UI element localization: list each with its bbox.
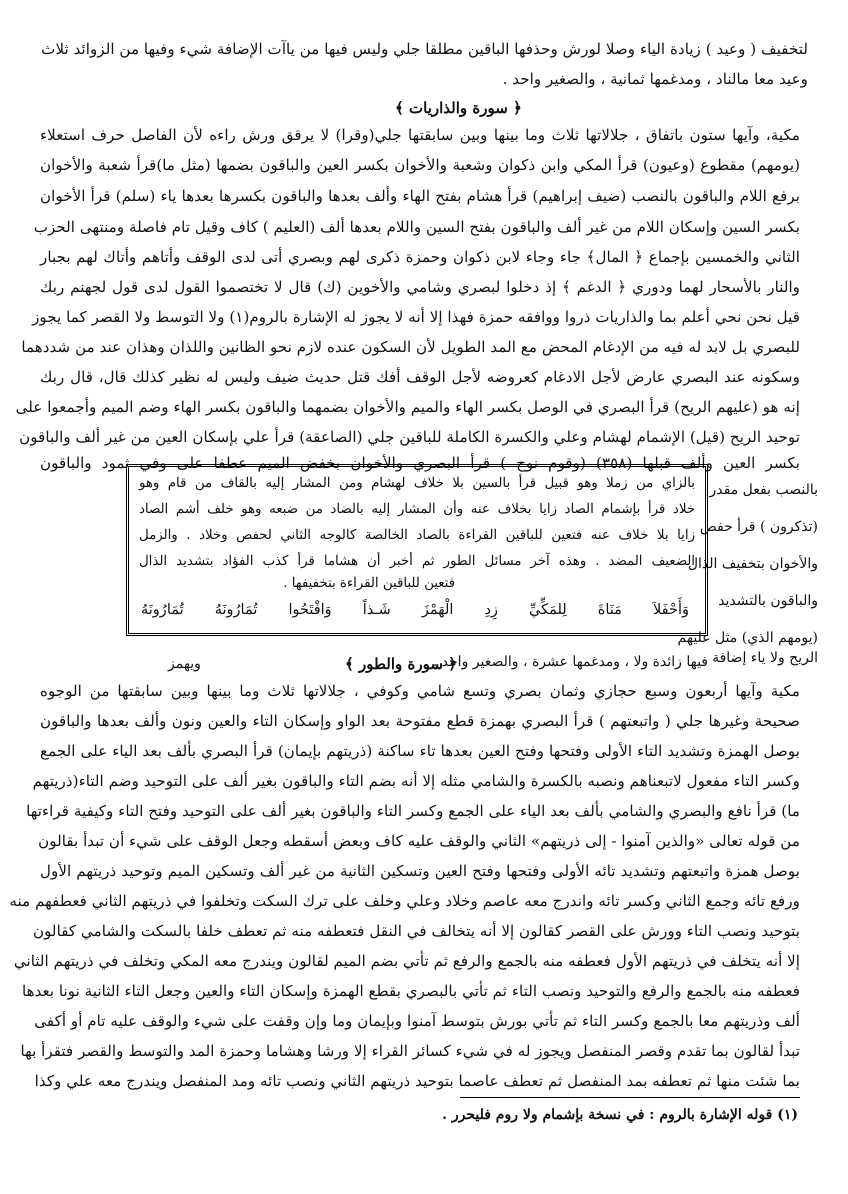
text-line: مكية، وآيها ستون باتفاق ، جلالاتها ثلاث وما بينها وبين سابقتها جلي(وقرا) لا يرقق ورش راءه لأن الفاصل حرف استعلاء	[40, 126, 800, 144]
margin-note: والأخوان بتخفيف الذال	[687, 556, 818, 572]
text-line: بكسر السين وإسكان اللام من غير ألف والباقون بفتح السين واللام بعدها ألف (العليم ) كاف وقيل تام فاصلة ومنتهى الحزب	[33, 218, 800, 236]
text-line: ألف وذريتهم معا بالجمع وكسر التاء ثم تأتي بورش بتوسط آمنوا وبإيمان وما وإن وقفت على شيء والوقف عليه تام أو أكفى	[34, 1012, 800, 1030]
text-line: صحيحة وغيرها جلي ( واتبعتهم ) قرأ البصري بهمزة قطع مفتوحة بعد الواو وإسكان التاء والعين ونون وألف بعدها والباقون	[40, 712, 800, 730]
text-line: ويهمز	[168, 656, 201, 672]
text-line: وعيد معا مالناد ، ومدغمها ثمانية ، والصغير واحد .	[502, 70, 808, 88]
text-line: للبصري بل لابد له فيه من الإدغام المحض مع المد الطويل لأن السكون عنده لازم نحو الظانين واللذان وهذان عند من شددهما	[21, 338, 800, 356]
text-line: مكية وآيها أربعون وسبع حجازي وثمان بصري وتسع شامي وكوفي ، جلالاتها ثلاث وما بينها وبين سابقتها من الوجوه	[40, 682, 800, 700]
box-line: فتعين للباقين القراءة بتخفيفها .	[283, 576, 455, 591]
footnote-rule	[460, 1097, 800, 1098]
text-line: من قوله تعالى «والذين آمنوا - إلى ذريتهم» الثاني والوقف عليه كاف وبعض أسقطه وجعل الوقف على شيء أن تبدأ بقالون	[38, 832, 800, 850]
box-line: زايا بلا خلاف عنه فتعين للباقين القراءة بالصاد الخالصة كالوجه الثاني لحفص وخلاد . والزمل	[139, 528, 695, 543]
text-line: إنه هو (عليهم الريح) قرأ البصري في الوصل بكسر الهاء والميم والأخوان بضمهما والباقون بكسر الهاء وضم الميم وأجمعوا على	[15, 398, 800, 416]
margin-note: بالنصب بفعل مقدر	[709, 482, 818, 498]
text-line: (يومهم) مقطوع (وعيون) قرأ المكي وابن ذكوان وشعبة والأخوان بكسر العين والباقون بضمها (مثل ما)قرأ شعبة والأخوان	[40, 156, 800, 174]
surah-title: ﴿ سورة والطور ﴾	[345, 655, 457, 673]
footnote: (١) قوله الإشارة بالروم : في نسخة بإشمام ولا روم فليحرر .	[442, 1107, 798, 1123]
margin-note: (تذكرون ) قرأ حفص	[699, 519, 818, 535]
verse-line: وَأَحْفَلاَ مَنَاةَ لِلمَكِّيِّ زِدِ الْهَمْزَ شَـذاً وَافْتَحُوا تُمَارُونَهُ تُمَارُونَهُ	[141, 602, 689, 618]
text-line: والنار بالأسحار لهما ودوري ﴿ الدغم ﴾ إذ دخلوا لبصري وشامي والأخوين (ك) قال لا تختصموا القول لدى قول لجهنم ربك	[40, 278, 800, 296]
commentary-box	[126, 464, 708, 636]
box-line: خلاد قرأ بإشمام الصاد زايا بخلاف عنه وأن المشار إليه بالضاد من ضبعه وهو خلف أشم الصاد	[139, 502, 695, 517]
surah-title: ﴿ سورة والذاريات ﴾	[395, 99, 522, 117]
text-line: وسكونه عند البصري عارض لأجل الادغام كعروضه لأجل الوقف أفك قتل حديث ضيف وليس له نظير كذلك قال، قال ربك	[40, 368, 800, 386]
box-line: بالزاي من زملا وهو قبيل قرأ بالسين بلا خلاف لهشام ومن المشار إليه بالقاف من قام وهو	[139, 476, 695, 491]
text-line: وكسر التاء مفعول لاتبعناهم ونصبه بالكسرة والشامي مثله إلا أنه بضم التاء والباقون بغير ألف على التوحيد وضم التاء(ذريتهم	[32, 772, 800, 790]
margin-note: الريح ولا ياء إضافة	[712, 650, 818, 666]
text-line: ورفع تائه وجمع الثاني وكسر تائه واندرج معه عاصم وخلاد وعلي وخلف على ترك السكت وتخلفوا في ذريتهم الثاني فعطفهم منه	[9, 892, 800, 910]
text-line: الثاني والخمسين بإجماع ﴿ المال﴾ جاء وجاء لابن ذكوان وحمزة ذكرى لهم وبصري أتى لدى الوقف وأتاهم وأتاك لهم بجبار	[40, 248, 800, 266]
text-line: بتوحيد ونصب التاء وورش على القصر كقالون إلا أنه يتخالف في النقل فتعطفه منه ثم تعطف خلفا بالسكت والشامي كقالون	[32, 922, 800, 940]
text-line: قيل نحن نحي أعلم بما والذاريات ذروا ووافقه حمزة فهذا إلا أنه لا يجوز له الإشارة بالروم(١) ولا التوسط ولا القصر كما يجوز	[32, 308, 800, 326]
text-line: لتخفيف ( وعيد ) زيادة الياء وصلا لورش وحذفها الباقين مطلقا جلي وليس فيها من ياآت الإضافة شيء وفيها من الزوائد ثلاث	[41, 40, 808, 58]
text-line: بوصل همزة واتبعتهم وتشديد تائه الأولى وفتحها وفتح العين وتسكين الثانية من غير ألف وتسكين الميم وتوحيد ذريتهم الأول	[40, 862, 800, 880]
text-line: إلا أنه يتخلف في ذريتهم الأول فعطفه منه بالجمع والرفع ثم تأتي بضم الميم لقالون ويندرج معه المكي وتخلف في ذريتهم الثاني	[13, 952, 800, 970]
text-line: فعطفه منه بالجمع والرفع والتوحيد ونصب التاء ثم تأتي بالبصري بقطع الهمزة وإسكان التاء والعين وجعل التاء الثانية نونا بعدها	[21, 982, 800, 1000]
text-line: بكسر العين وألف قبلها (٣٥٨) (وقوم نوح ) قرأ البصري والأخوان بخفض الميم عطفا على وفي ثمود والباقون	[40, 454, 801, 472]
text-line: فيها زائدة ولا ، ومدغمها عشرة ، والصغير واحد .	[432, 654, 708, 670]
text-line: تبدأ لقالون بما تقدم وقصر المنفصل ويجوز له في شيء كسائر القراء إلا ورشا وهشاما وحمزة المد والتوسط والقصر فتقرأ بها	[20, 1042, 800, 1060]
margin-note: (يومهم الذي) مثل عليهم	[677, 630, 818, 646]
text-line: بما شئت منها ثم تعطفه بمد المنفصل ثم تعطف عاصما بتوحيد ذريتهم الثاني ونصب تائه ومد المنفصل ويندرج معه علي وكذا	[34, 1072, 800, 1090]
text-line: برفع اللام والباقون بالنصب (ضيف إبراهيم) قرأ هشام بفتح الهاء وألف بعدها والباقون بكسرها بعدها ياء (سلم) قرأ الأخوان	[40, 187, 800, 205]
margin-note: والباقون بالتشديد	[718, 593, 818, 609]
box-line: الضعيف المضد . وهذه آخر مسائل الطور ثم أخبر أن هشاما قرأ كذب الفؤاد بتشديد الذال	[139, 554, 695, 569]
text-line: ما) قرأ نافع والبصري والشامي بألف بعد الياء على الجمع وكسر التاء والباقون بغير ألف على التوحيد وفتح التاء وكيفية قراءتها	[26, 802, 800, 820]
text-line: بوصل الهمزة وتشديد التاء الأولى وفتحها وفتح العين بعدها تاء ساكنة (ذريتهم بإيمان) قرأ البصري بألف بعد الياء على الجمع	[40, 742, 800, 760]
text-line: توحيد الريح (قيل) الإشمام لهشام وعلي والكسرة الكاملة للباقين جلي (الصاعقة) قرأ علي بإسكان العين من غير ألف والباقون	[19, 428, 800, 446]
